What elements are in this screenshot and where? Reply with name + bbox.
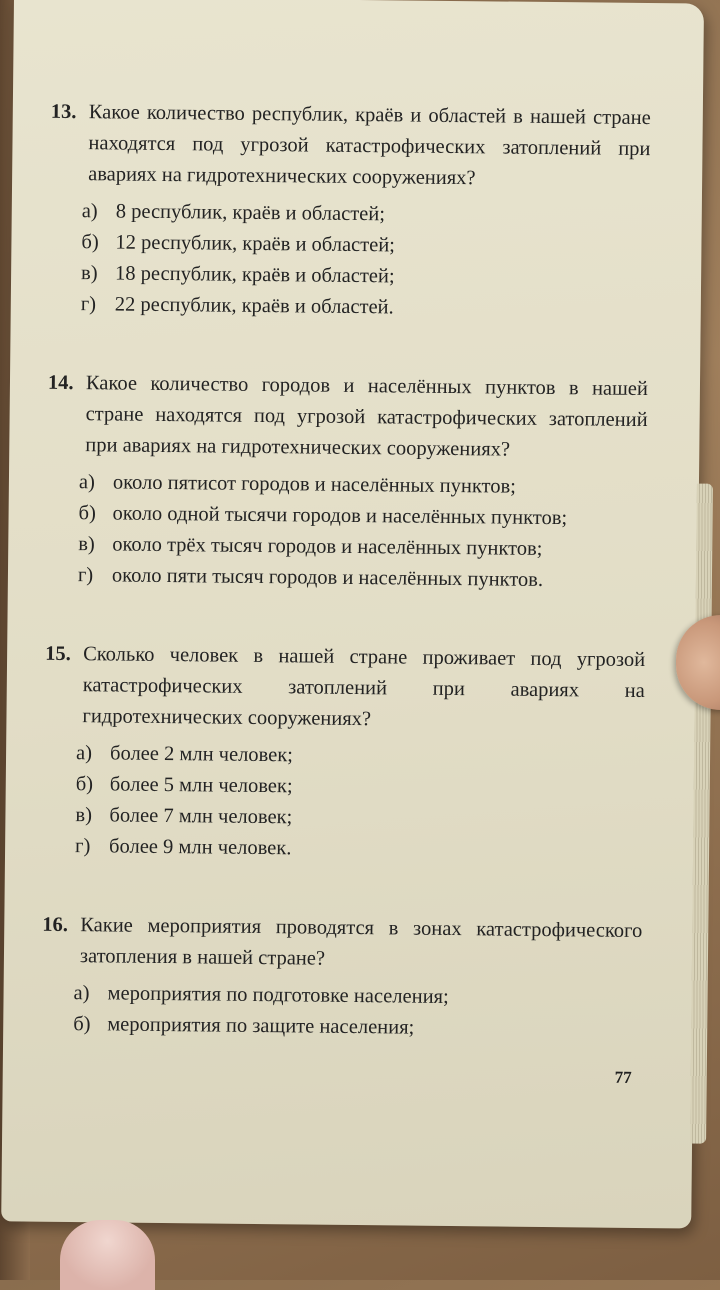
answer-text: около пятисот городов и населённых пунктов; xyxy=(112,471,517,498)
answer-list xyxy=(73,978,642,1046)
answer-letter: в) xyxy=(75,804,93,827)
answer-option xyxy=(75,831,643,868)
answer-text: более 2 млн человек; xyxy=(109,742,294,767)
page-content xyxy=(41,97,651,1094)
answer-text: 12 республик, краёв и областей; xyxy=(115,231,396,257)
question-16 xyxy=(41,910,642,1046)
answer-option xyxy=(81,289,649,326)
answer-letter: б) xyxy=(75,773,94,796)
answer-list xyxy=(81,196,650,326)
question-header xyxy=(47,368,648,467)
question-number: 14. xyxy=(47,371,74,395)
answer-letter: б) xyxy=(78,502,96,525)
answer-text: около пяти тысяч городов и населённых пунктов. xyxy=(111,564,544,591)
question-text: Какое количество республик, краёв и областей в нашей стране находятся под угрозой катастрофических затоплений при авариях на гидротехнических сооружениях? xyxy=(88,101,651,190)
answer-letter: г) xyxy=(77,564,94,587)
answer-text: около одной тысячи городов и населённых пунктов; xyxy=(112,502,568,530)
answer-list xyxy=(75,738,644,868)
answer-text: более 5 млн человек; xyxy=(109,773,293,798)
answer-option xyxy=(73,1009,641,1046)
question-13 xyxy=(49,97,651,326)
answer-text: 8 республик, краёв и областей; xyxy=(115,200,386,226)
question-header xyxy=(42,910,643,978)
answer-letter: а) xyxy=(73,982,90,1005)
answer-text: более 7 млн человек; xyxy=(109,804,293,829)
question-number: 15. xyxy=(45,642,71,666)
book-page xyxy=(1,0,704,1229)
answer-letter: г) xyxy=(75,835,91,858)
answer-letter: а) xyxy=(81,200,98,223)
answer-letter: б) xyxy=(81,231,99,254)
answer-letter: б) xyxy=(73,1013,91,1036)
question-number: 16. xyxy=(42,913,69,937)
answer-text: мероприятия по защите населения; xyxy=(107,1013,415,1039)
page-number: 77 xyxy=(614,1067,632,1087)
answer-letter: г) xyxy=(80,293,97,316)
page-stack-edges xyxy=(690,484,713,1144)
answer-letter: а) xyxy=(75,742,93,765)
answer-option xyxy=(78,560,646,597)
question-15 xyxy=(43,639,645,868)
answer-letter: а) xyxy=(78,471,95,494)
answer-letter: в) xyxy=(81,262,98,285)
answer-text: мероприятия по подготовке населения; xyxy=(107,982,449,1008)
answer-text: 22 республик, краёв и областей. xyxy=(114,293,394,319)
question-number: 13. xyxy=(50,100,77,124)
question-header xyxy=(44,639,645,738)
question-14 xyxy=(46,368,648,597)
answer-text: более 9 млн человек. xyxy=(109,835,292,860)
question-text: Какие мероприятия проводятся в зонах катастрофического затопления в нашей стране? xyxy=(79,914,643,970)
question-text: Сколько человек в нашей стране проживает под угрозой катастрофических затоплений при авариях на гидротехнических сооружениях? xyxy=(82,643,646,731)
answer-text: 18 республик, краёв и областей; xyxy=(115,262,395,288)
question-text: Какое количество городов и населённых пунктов в нашей стране находятся под угрозой катастрофических затоплений при авариях на гидротехнических сооружениях? xyxy=(85,372,649,461)
answer-letter: в) xyxy=(78,533,95,556)
answer-text: около трёх тысяч городов и населённых пунктов; xyxy=(112,533,543,560)
question-header xyxy=(50,97,651,196)
answer-list xyxy=(78,467,647,597)
